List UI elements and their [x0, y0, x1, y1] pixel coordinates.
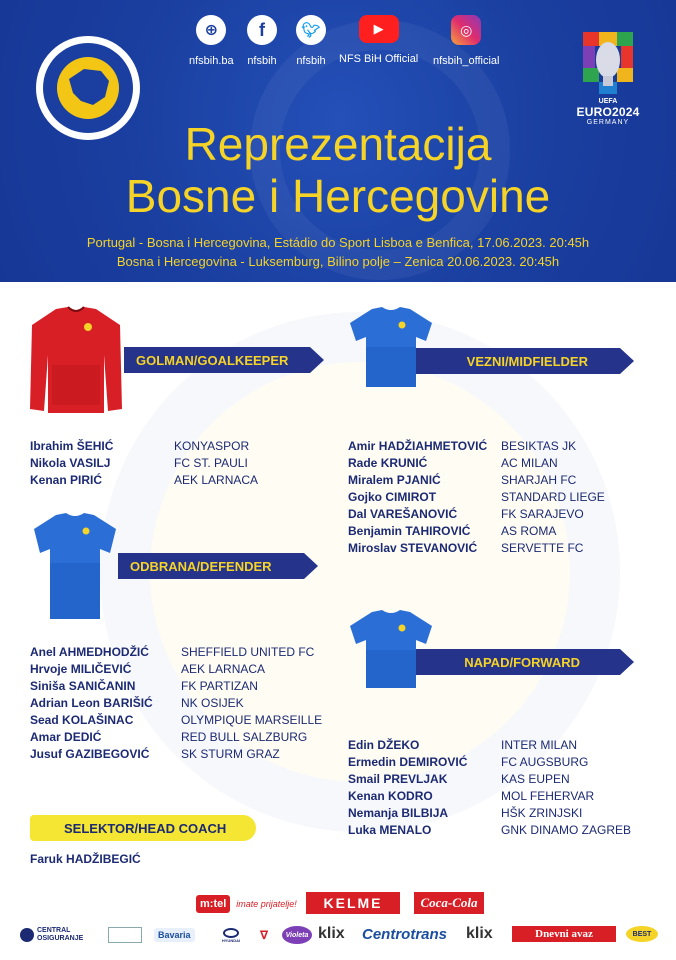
- partner-chevron-logo: ∇: [259, 928, 269, 942]
- midfielder-banner: [416, 348, 620, 374]
- defender-player-row: [30, 644, 322, 661]
- violeta-text: Violeta: [285, 931, 309, 939]
- player-name: [348, 805, 501, 822]
- social-website[interactable]: [189, 15, 234, 67]
- player-last-name: AHMEDHODŽIĆ: [58, 645, 149, 659]
- player-name: [30, 472, 174, 489]
- player-club: SHEFFIELD UNITED FC: [181, 645, 315, 659]
- player-last-name: TAHIROVIĆ: [405, 524, 471, 538]
- forward-title: NAPAD/FORWARD: [464, 654, 580, 670]
- player-first-name: Siniša: [30, 679, 66, 693]
- midfielder-player-row: [348, 438, 605, 455]
- defender-player-row: [30, 729, 322, 746]
- player-last-name: STEVANOVIĆ: [400, 541, 478, 555]
- partner-logo-small: [108, 927, 142, 943]
- player-club: AC MILAN: [501, 456, 558, 470]
- bavaria-text: Bavaria: [158, 930, 191, 940]
- player-name: [348, 754, 501, 771]
- player-last-name: VASILJ: [69, 456, 111, 470]
- player-first-name: Gojko: [348, 490, 383, 504]
- player-club: BESIKTAS JK: [501, 439, 577, 453]
- centrotrans-logo: [362, 924, 447, 944]
- euro-name-text: EURO2024: [576, 105, 640, 119]
- coach-title: SELEKTOR/HEAD COACH: [64, 820, 227, 836]
- title-line-2: Bosne i Hercegovine: [125, 170, 551, 222]
- defender-player-row: [30, 746, 322, 763]
- kelme-text: KELME: [323, 895, 383, 911]
- player-first-name: Amir: [348, 439, 376, 453]
- euro2024-logo: [563, 30, 653, 126]
- forward-player-row: [348, 737, 631, 754]
- player-first-name: Nikola: [30, 456, 67, 470]
- social-youtube-label: NFS BiH Official: [339, 53, 419, 65]
- player-name: [348, 489, 501, 506]
- mtel-brand: m:tel: [196, 895, 230, 913]
- player-last-name: GAZIBEGOVIĆ: [65, 747, 150, 761]
- player-club: FC AUGSBURG: [501, 755, 589, 769]
- player-name: [348, 737, 501, 754]
- player-last-name: KODRO: [388, 789, 433, 803]
- player-club: MOL FEHERVAR: [501, 789, 595, 803]
- dnevni-avaz-logo: [512, 926, 616, 942]
- player-first-name: Dal: [348, 507, 367, 521]
- player-first-name: Luka: [348, 823, 377, 837]
- player-last-name: VAREŠANOVIĆ: [370, 507, 458, 521]
- midfielder-player-row: [348, 523, 605, 540]
- goalkeeper-banner: [124, 347, 310, 373]
- player-first-name: Rade: [348, 456, 378, 470]
- player-last-name: BARIŠIĆ: [103, 696, 153, 710]
- goalkeeper-title: GOLMAN/GOALKEEPER: [136, 352, 289, 368]
- central-icon: [20, 928, 34, 942]
- instagram-icon: ◎: [451, 15, 481, 45]
- player-name: [348, 472, 501, 489]
- player-name: [348, 822, 501, 839]
- midfielder-player-row: [348, 455, 605, 472]
- goalkeeper-player-row: [30, 438, 258, 455]
- player-club: SERVETTE FC: [501, 541, 584, 555]
- player-name: [348, 540, 501, 557]
- midfielder-player-row: [348, 489, 605, 506]
- player-name: [30, 438, 174, 455]
- defender-banner: [118, 553, 304, 579]
- forward-list: [348, 737, 631, 839]
- coach-banner: [30, 815, 256, 841]
- kelme-logo: [306, 892, 400, 914]
- hyundai-text: HYUNDAI: [221, 937, 241, 943]
- midfielder-title: VEZNI/MIDFIELDER: [466, 353, 588, 369]
- social-youtube[interactable]: [339, 15, 418, 65]
- coach-first-name: Faruk: [30, 852, 63, 866]
- social-facebook-label: nfsbih: [247, 55, 277, 67]
- player-last-name: KOLAŠINAC: [62, 713, 134, 727]
- player-first-name: Edin: [348, 738, 374, 752]
- twitter-icon: 🐦︎: [296, 15, 326, 45]
- midfielder-player-row: [348, 506, 605, 523]
- player-name: [30, 746, 181, 763]
- player-name: [348, 771, 501, 788]
- midfielder-player-row: [348, 472, 605, 489]
- bavaria-logo: [154, 928, 195, 942]
- coach-name: [30, 852, 141, 866]
- euro-trophy-icon: [581, 30, 635, 96]
- centrotrans-text: Centrotrans: [362, 925, 448, 943]
- page-title: [0, 118, 676, 222]
- player-name: [30, 644, 181, 661]
- defender-player-row: [30, 678, 322, 695]
- title-line-1: Reprezentacija: [184, 118, 492, 170]
- player-name: [30, 695, 181, 712]
- forward-player-row: [348, 805, 631, 822]
- social-twitter-label: nfsbih: [296, 55, 326, 67]
- social-facebook[interactable]: [247, 15, 277, 67]
- player-first-name: Kenan: [348, 789, 385, 803]
- player-first-name: Kenan: [30, 473, 67, 487]
- player-club: GNK DINAMO ZAGREB: [501, 823, 632, 837]
- player-name: [348, 506, 501, 523]
- best-text: BEST: [632, 930, 652, 938]
- match-info-1: Portugal - Bosna i Hercegovina, Estádio do Sport Lisboa e Benfica, 17.06.2023. 20:45h: [86, 235, 590, 250]
- player-last-name: PREVLJAK: [383, 772, 448, 786]
- player-club: RED BULL SALZBURG: [181, 730, 308, 744]
- player-club: FK SARAJEVO: [501, 507, 584, 521]
- hyundai-icon: [223, 928, 239, 938]
- player-club: SHARJAH FC: [501, 473, 577, 487]
- player-club: HŠK ZRINJSKI: [501, 806, 583, 820]
- defender-list: [30, 644, 322, 763]
- player-club: AEK LARNACA: [181, 662, 266, 676]
- player-name: [30, 729, 181, 746]
- facebook-icon: f: [247, 15, 277, 45]
- midfielder-list: [348, 438, 605, 557]
- header-banner: [0, 0, 676, 282]
- player-name: [30, 678, 181, 695]
- player-last-name: ŠEHIĆ: [76, 439, 114, 453]
- player-first-name: Hrvoje: [30, 662, 68, 676]
- player-first-name: Miralem: [348, 473, 394, 487]
- player-first-name: Adrian Leon: [30, 696, 101, 710]
- player-first-name: Anel: [30, 645, 57, 659]
- best-logo: [626, 926, 658, 942]
- player-first-name: Miroslav: [348, 541, 397, 555]
- social-website-label: nfsbih.ba: [189, 55, 234, 67]
- player-last-name: DEMIROVIĆ: [399, 755, 468, 769]
- central-osiguranje-logo: [20, 926, 91, 944]
- forward-player-row: [348, 788, 631, 805]
- forward-player-row: [348, 822, 631, 839]
- klix-text-1: klix: [318, 925, 345, 942]
- player-last-name: BILBIJA: [401, 806, 449, 820]
- player-name: [348, 523, 501, 540]
- player-last-name: MENALO: [379, 823, 432, 837]
- forward-banner: [416, 649, 620, 675]
- player-first-name: Amar: [30, 730, 61, 744]
- player-club: AS ROMA: [501, 524, 557, 538]
- euro-country-text: GERMANY: [586, 119, 630, 126]
- player-club: FC ST. PAULI: [174, 456, 248, 470]
- player-name: [30, 455, 174, 472]
- player-last-name: DŽEKO: [377, 738, 420, 752]
- defender-player-row: [30, 712, 322, 729]
- klix-text-2: klix: [466, 925, 493, 942]
- player-club: OLYMPIQUE MARSEILLE: [181, 713, 323, 727]
- player-last-name: HADŽIAHMETOVIĆ: [378, 439, 488, 453]
- player-club: KAS EUPEN: [501, 772, 570, 786]
- player-club: KONYASPOR: [174, 439, 250, 453]
- player-first-name: Ermedin: [348, 755, 397, 769]
- klix-logo-2: [466, 924, 493, 944]
- defender-jersey-icon: [32, 513, 118, 621]
- player-first-name: Sead: [30, 713, 59, 727]
- player-club: AEK LARNACA: [174, 473, 259, 487]
- goalkeeper-list: [30, 438, 258, 489]
- midfielder-player-row: [348, 540, 605, 557]
- coca-cola-logo: [414, 892, 484, 914]
- match-info-2: Bosna i Hercegovina - Luksemburg, Bilino polje – Zenica 20.06.2023. 20:45h: [116, 254, 560, 269]
- player-club: FK PARTIZAN: [181, 679, 258, 693]
- social-instagram[interactable]: [433, 15, 499, 67]
- player-name: [348, 438, 501, 455]
- goalkeeper-player-row: [30, 455, 258, 472]
- player-name: [30, 712, 181, 729]
- player-first-name: Ibrahim: [30, 439, 74, 453]
- player-last-name: PIRIĆ: [70, 473, 103, 487]
- defender-player-row: [30, 695, 322, 712]
- social-instagram-label: nfsbih_official: [433, 55, 500, 67]
- forward-player-row: [348, 754, 631, 771]
- player-last-name: PJANIĆ: [396, 473, 441, 487]
- social-twitter[interactable]: [296, 15, 326, 67]
- player-first-name: Jusuf: [30, 747, 63, 761]
- central-text: CENTRAL OSIGURANJE: [37, 927, 84, 942]
- klix-logo-1: [318, 924, 345, 944]
- coca-cola-text: Coca-Cola: [420, 895, 478, 910]
- player-last-name: DEDIĆ: [64, 730, 102, 744]
- coach-last-name: HADŽIBEGIĆ: [66, 852, 141, 866]
- player-first-name: Smail: [348, 772, 381, 786]
- player-club: INTER MILAN: [501, 738, 578, 752]
- violeta-logo: [282, 926, 312, 944]
- player-first-name: Benjamin: [348, 524, 403, 538]
- mtel-slogan: imate prijatelje!: [236, 899, 297, 909]
- goalkeeper-jersey-icon: [28, 305, 124, 417]
- player-name: [30, 661, 181, 678]
- defender-title: ODBRANA/DEFENDER: [130, 558, 272, 574]
- player-club: SK STURM GRAZ: [181, 747, 280, 761]
- mtel-logo: [196, 892, 297, 916]
- player-last-name: CIMIROT: [385, 490, 437, 504]
- player-name: [348, 455, 501, 472]
- player-last-name: SANIČANIN: [68, 679, 136, 693]
- goalkeeper-player-row: [30, 472, 258, 489]
- youtube-icon: ▶: [359, 15, 399, 43]
- forward-player-row: [348, 771, 631, 788]
- player-last-name: MILIČEVIĆ: [70, 662, 132, 676]
- player-last-name: KRUNIĆ: [380, 456, 428, 470]
- defender-player-row: [30, 661, 322, 678]
- globe-icon: ⊕: [196, 15, 226, 45]
- player-name: [348, 788, 501, 805]
- hyundai-logo: [220, 926, 242, 944]
- player-club: STANDARD LIEGE: [501, 490, 605, 504]
- player-club: NK OSIJEK: [181, 696, 244, 710]
- euro-uefa-text: UEFA: [598, 98, 618, 105]
- player-first-name: Nemanja: [348, 806, 399, 820]
- dnevni-avaz-text: Dnevni avaz: [535, 928, 593, 940]
